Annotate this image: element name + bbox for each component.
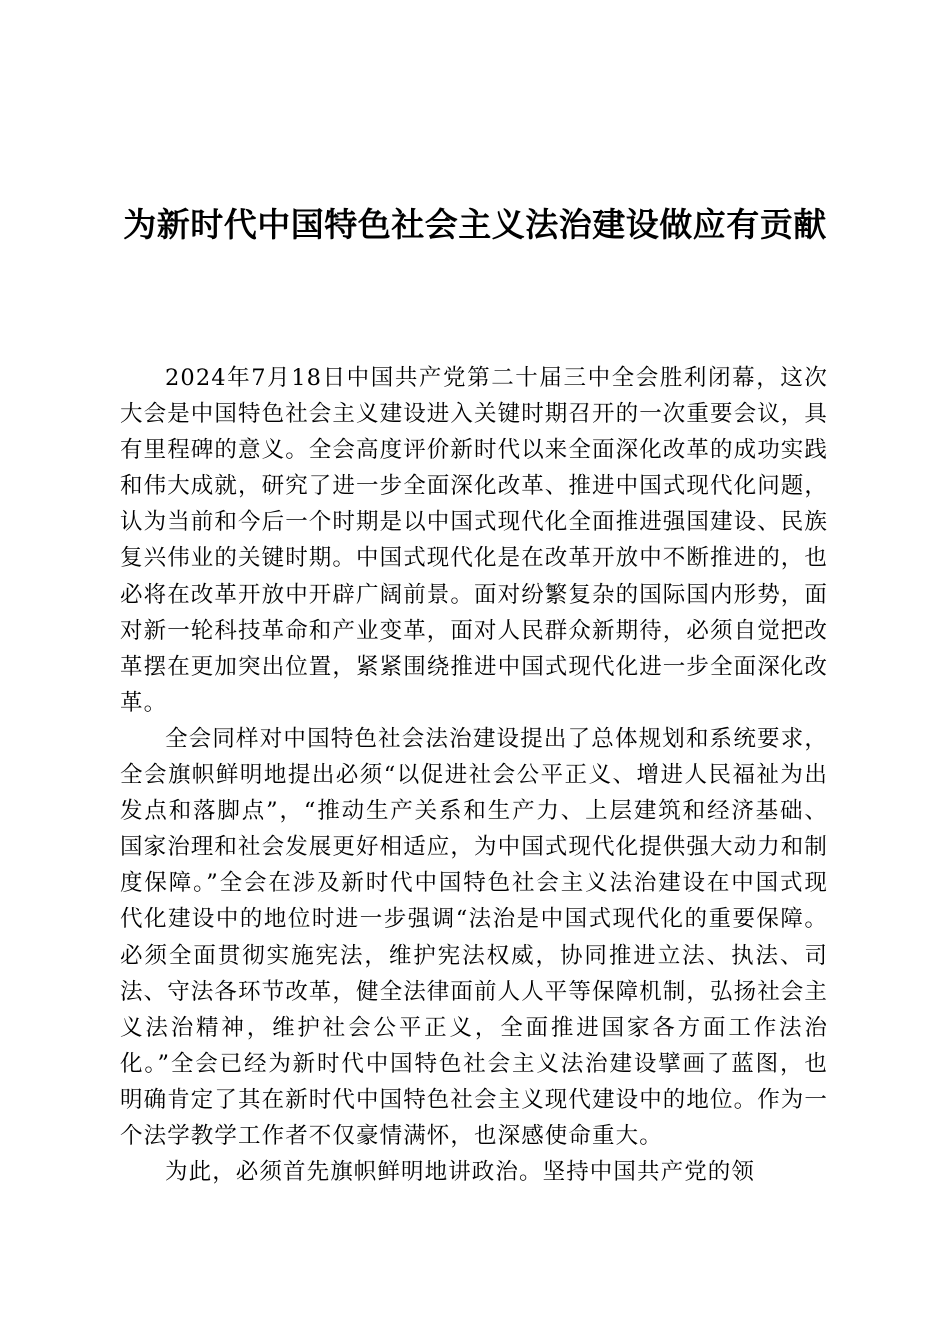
document-body: [120, 360, 828, 1190]
paragraph-3: 为此，必须首先旗帜鲜明地讲政治。坚持中国共产党的领: [165, 1159, 756, 1186]
paragraph-1: 2024年7月18日中国共产党第二十届三中全会胜利闭幕，这次大会是中国特色社会主义建设进入关键时期召开的一次重要会议，具有里程碑的意义。全会高度评价新时代以来全面深化改革的成功实践和伟大成就，研究了进一步全面深化改革、推进中国式现代化问题，认为当前和今后一个时期是以中国式现代化全面推进强国建设、民族复兴伟业的关键时期。中国式现代化是在改革开放中不断推进的，也必将在改革开放中开辟广阔前景。面对纷繁复杂的国际国内形势，面对新一轮科技革命和产业变革，面对人民群众新期待，必须自觉把改革摆在更加突出位置，紧紧围绕推进中国式现代化进一步全面深化改革。: [120, 365, 829, 716]
document-title: 为新时代中国特色社会主义法治建设做应有贡献: [123, 205, 827, 244]
paragraph-2: 全会同样对中国特色社会法治建设提出了总体规划和系统要求，全会旗帜鲜明地提出必须“以促进社会公平正义、增进人民福祉为出发点和落脚点”，“推动生产关系和生产力、上层建筑和经济基础、国家治理和社会发展更好相适应，为中国式现代化提供强大动力和制度保障。”全会在涉及新时代中国特色社会主义法治建设在中国式现代化建设中的地位时进一步强调“法治是中国式现代化的重要保障。必须全面贯彻实施宪法，维护宪法权威，协同推进立法、执法、司法、守法各环节改革，健全法律面前人人平等保障机制，弘扬社会主义法治精神，维护社会公平正义，全面推进国家各方面工作法治化。”全会已经为新时代中国特色社会主义法治建设擘画了蓝图，也明确肯定了其在新时代中国特色社会主义现代建设中的地位。作为一个法学教学工作者不仅豪情满怀，也深感使命重大。: [120, 725, 829, 1149]
